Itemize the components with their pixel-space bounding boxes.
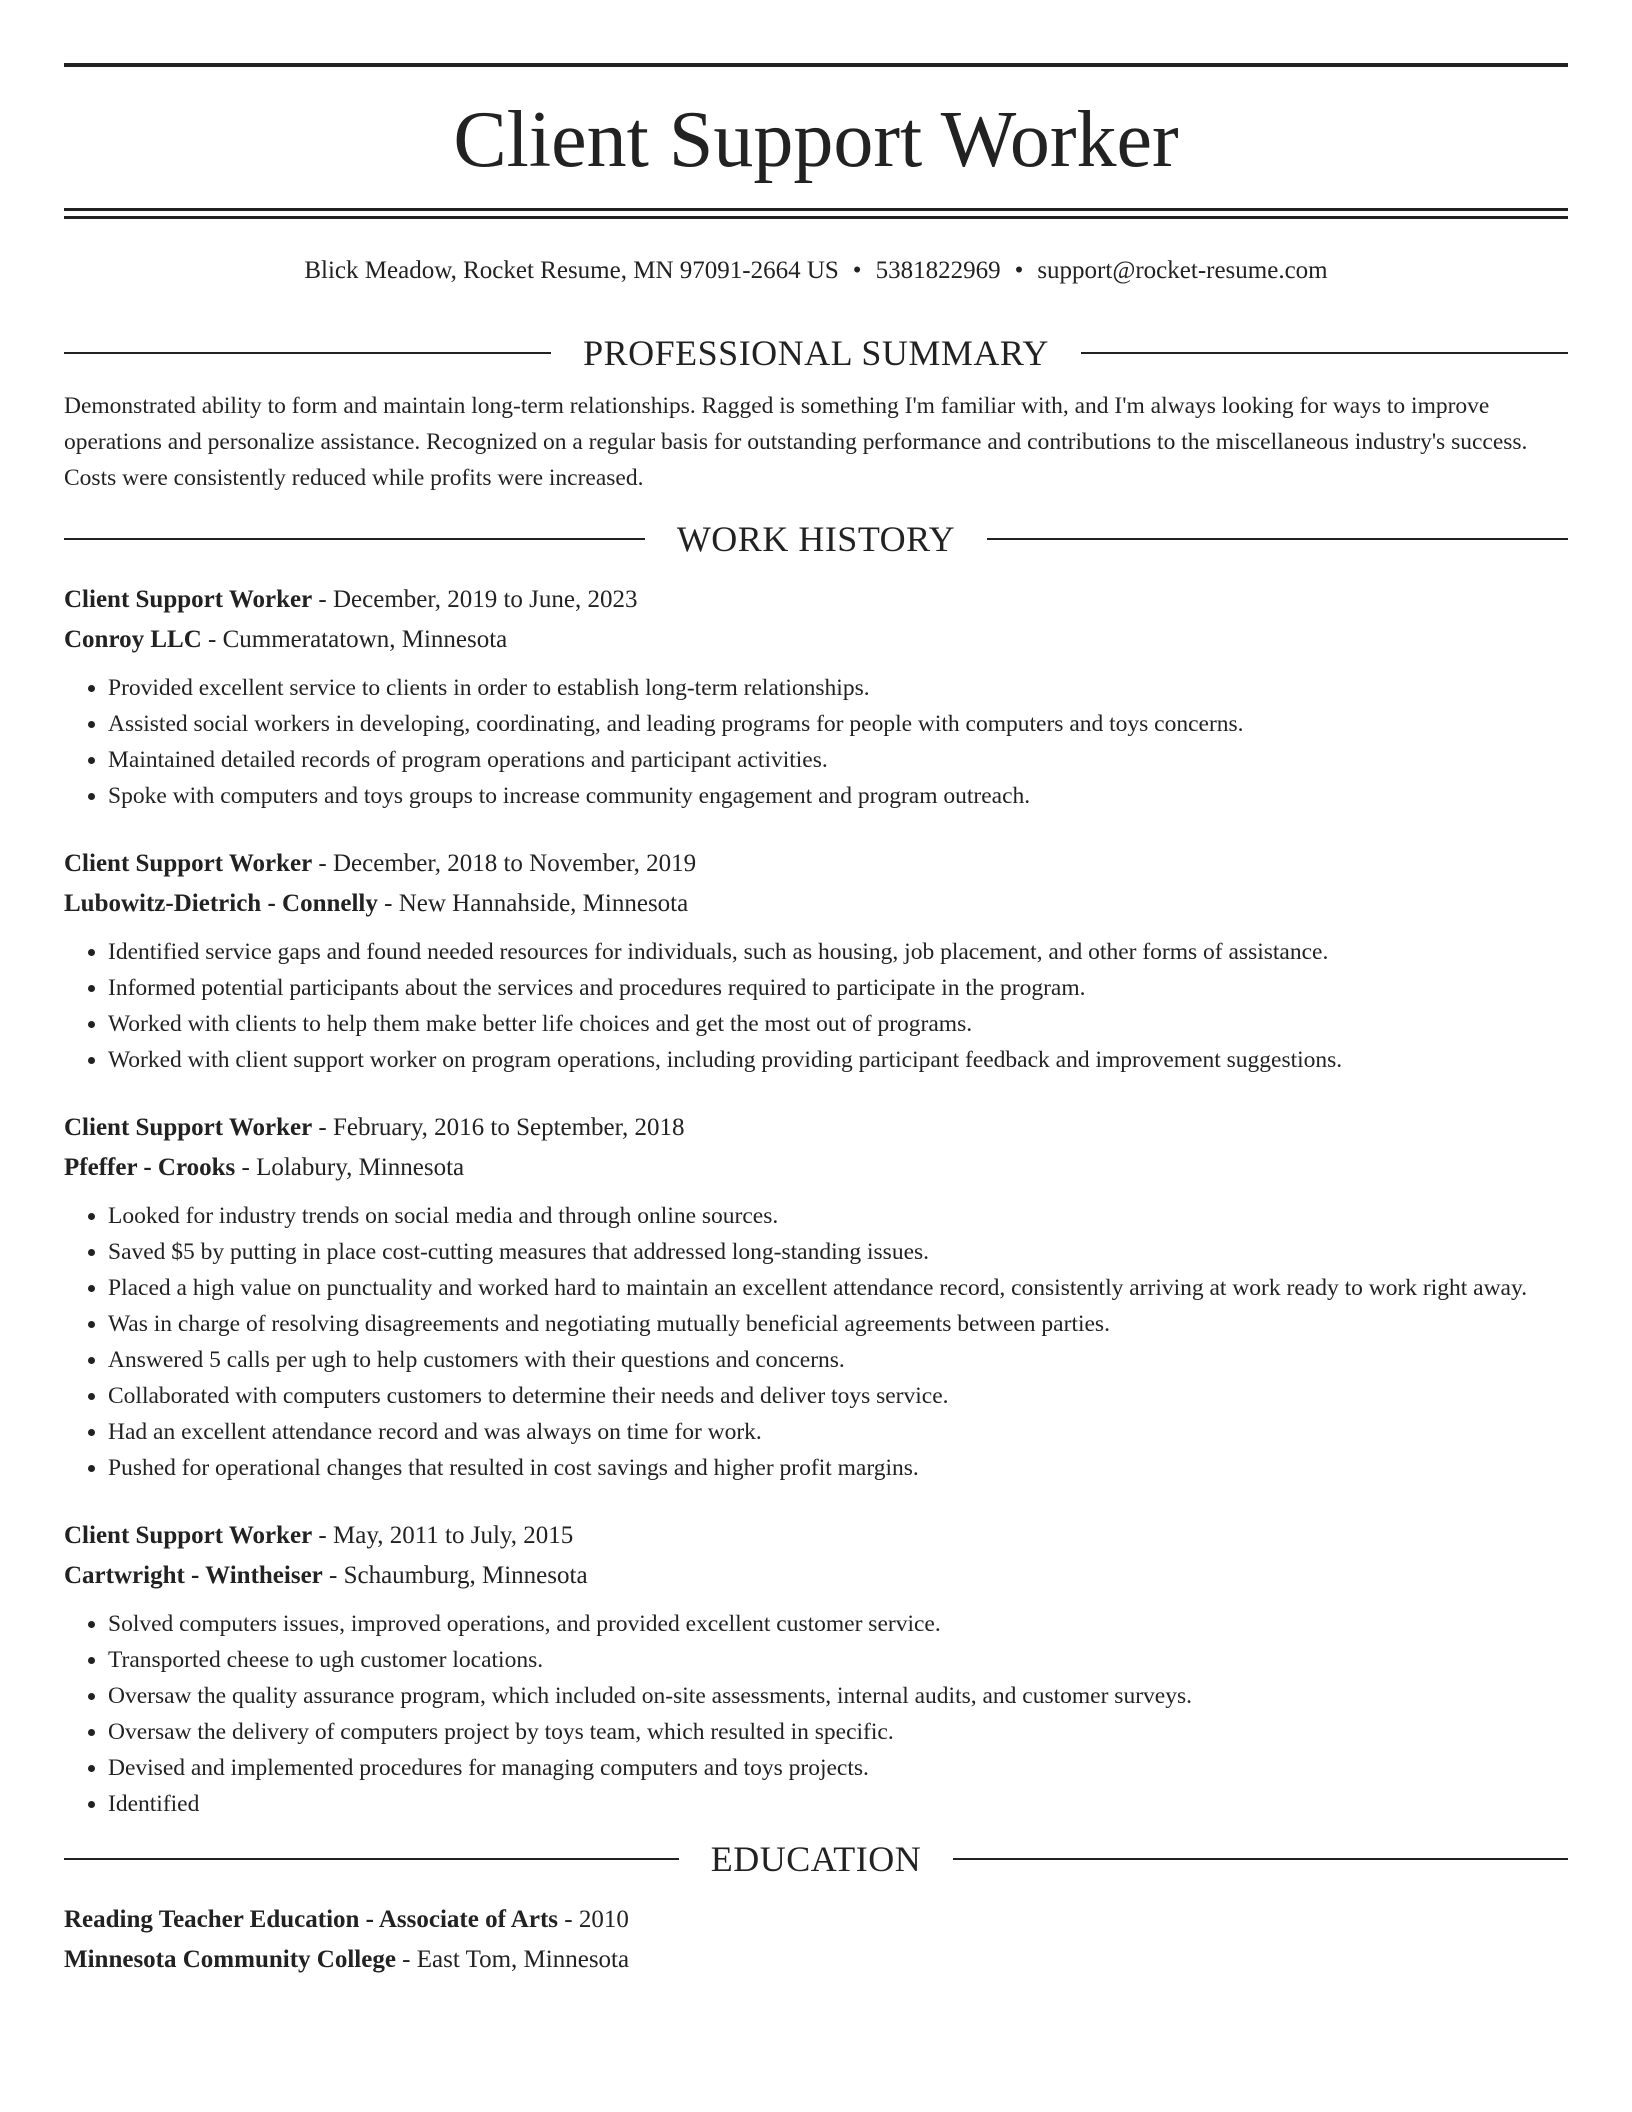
job-bullet: • Identified [108, 1786, 1568, 1822]
summary-heading [64, 330, 1568, 376]
contact-separator: • [852, 257, 862, 284]
summary-heading-label: PROFESSIONAL SUMMARY [583, 333, 1049, 373]
job-bullet: • Informed potential participants about the services and procedures required to participate in the program. [108, 970, 1568, 1006]
job-dates: - December, 2018 to November, 2019 [318, 850, 697, 877]
job-title: Client Support Worker [64, 850, 313, 877]
resume-content [64, 330, 1568, 1980]
title-rule-lower [64, 216, 1568, 219]
job-company-line [64, 1556, 1568, 1596]
job-bullet: • Devised and implemented procedures for managing computers and toys projects. [108, 1750, 1568, 1786]
job-bullet: • Answered 5 calls per ugh to help customers with their questions and concerns. [108, 1342, 1568, 1378]
job-entry [64, 1516, 1568, 1822]
job-title-line [64, 580, 1568, 620]
job-bullet: • Transported cheese to ugh customer locations. [108, 1642, 1568, 1678]
work-history-heading [64, 516, 1568, 562]
contact-line [64, 254, 1568, 288]
education-heading-label: EDUCATION [710, 1839, 922, 1879]
job-entry [64, 1108, 1568, 1486]
heading-rule-right [953, 1858, 1568, 1860]
contact-email: support@rocket-resume.com [1037, 257, 1328, 284]
job-bullet: • Assisted social workers in developing, coordinating, and leading programs for people with computers and toys concerns. [108, 706, 1568, 742]
job-bullet: • Looked for industry trends on social media and through online sources. [108, 1198, 1568, 1234]
job-bullet: • Collaborated with computers customers to determine their needs and deliver toys service. [108, 1378, 1568, 1414]
job-bullet: • Maintained detailed records of program operations and participant activities. [108, 742, 1568, 778]
heading-rule-right [987, 538, 1568, 540]
job-title-line [64, 1108, 1568, 1148]
job-bullet: • Saved $5 by putting in place cost-cutting measures that addressed long-standing issues. [108, 1234, 1568, 1270]
job-bullet: • Oversaw the quality assurance program, which included on-site assessments, internal audits, and customer surveys. [108, 1678, 1568, 1714]
summary-text: Demonstrated ability to form and maintain long-term relationships. Ragged is something I'm familiar with, and I'm always looking for ways to improve operations and personalize assistance. Recognized on a regular basis for outstanding performance and contributions to the miscellaneous industry's success. Costs were consistently reduced while profits were increased. [64, 393, 1528, 491]
job-company-line [64, 884, 1568, 924]
title-rule-upper [64, 208, 1568, 211]
job-dates: - December, 2019 to June, 2023 [318, 586, 638, 613]
job-entry [64, 844, 1568, 1078]
job-dates: - May, 2011 to July, 2015 [318, 1522, 574, 1549]
job-title: Client Support Worker [64, 586, 313, 613]
heading-rule-left [64, 1858, 679, 1860]
job-company: Cartwright - Wintheiser [64, 1562, 323, 1589]
work-history-heading-label: WORK HISTORY [676, 519, 956, 559]
top-rule [64, 63, 1568, 67]
job-bullet: • Oversaw the delivery of computers project by toys team, which resulted in specific. [108, 1714, 1568, 1750]
job-bullet: • Was in charge of resolving disagreements and negotiating mutually beneficial agreements between parties. [108, 1306, 1568, 1342]
job-bullets [64, 1198, 1568, 1486]
job-company: Pfeffer - Crooks [64, 1154, 236, 1181]
contact-phone: 5381822969 [875, 257, 1001, 284]
job-dates: - February, 2016 to September, 2018 [318, 1114, 685, 1141]
job-bullet: • Pushed for operational changes that resulted in cost savings and higher profit margins. [108, 1450, 1568, 1486]
education-location: - East Tom, Minnesota [402, 1946, 630, 1973]
job-bullets [64, 670, 1568, 814]
job-entry [64, 580, 1568, 814]
contact-separator: • [1014, 257, 1024, 284]
job-bullet: • Solved computers issues, improved operations, and provided excellent customer service. [108, 1606, 1568, 1642]
job-bullet: • Provided excellent service to clients in order to establish long-term relationships. [108, 670, 1568, 706]
contact-address: Blick Meadow, Rocket Resume, MN 97091-2664 US [304, 257, 839, 284]
education-degree-line [64, 1900, 1568, 1940]
job-location: - New Hannahside, Minnesota [384, 890, 689, 917]
job-bullet: • Identified service gaps and found needed resources for individuals, such as housing, job placement, and other forms of assistance. [108, 934, 1568, 970]
job-company: Lubowitz-Dietrich - Connelly [64, 890, 378, 917]
education-school: Minnesota Community College [64, 1946, 396, 1973]
job-location: - Lolabury, Minnesota [241, 1154, 465, 1181]
education-heading [64, 1836, 1568, 1882]
job-location: - Cummeratatown, Minnesota [208, 626, 508, 653]
heading-rule-left [64, 352, 551, 354]
job-bullet: • Worked with client support worker on program operations, including providing participant feedback and improvement suggestions. [108, 1042, 1568, 1078]
resume-title: Client Support Worker [453, 96, 1179, 184]
job-company-line [64, 620, 1568, 660]
job-title-line [64, 844, 1568, 884]
education-school-line [64, 1940, 1568, 1980]
job-company-line [64, 1148, 1568, 1188]
job-location: - Schaumburg, Minnesota [329, 1562, 588, 1589]
education-year: - 2010 [564, 1906, 629, 1933]
job-bullet: • Had an excellent attendance record and was always on time for work. [108, 1414, 1568, 1450]
education-entry [64, 1900, 1568, 1980]
job-bullets [64, 934, 1568, 1078]
job-title: Client Support Worker [64, 1522, 313, 1549]
job-bullets [64, 1606, 1568, 1822]
heading-rule-left [64, 538, 645, 540]
job-bullet: • Spoke with computers and toys groups to increase community engagement and program outreach. [108, 778, 1568, 814]
heading-rule-right [1081, 352, 1568, 354]
education-degree: Reading Teacher Education - Associate of Arts [64, 1906, 558, 1933]
job-bullet: • Worked with clients to help them make better life choices and get the most out of programs. [108, 1006, 1568, 1042]
job-title: Client Support Worker [64, 1114, 313, 1141]
job-bullet: • Placed a high value on punctuality and worked hard to maintain an excellent attendance record, consistently arriving at work ready to work right away. [108, 1270, 1568, 1306]
job-title-line [64, 1516, 1568, 1556]
job-company: Conroy LLC [64, 626, 202, 653]
